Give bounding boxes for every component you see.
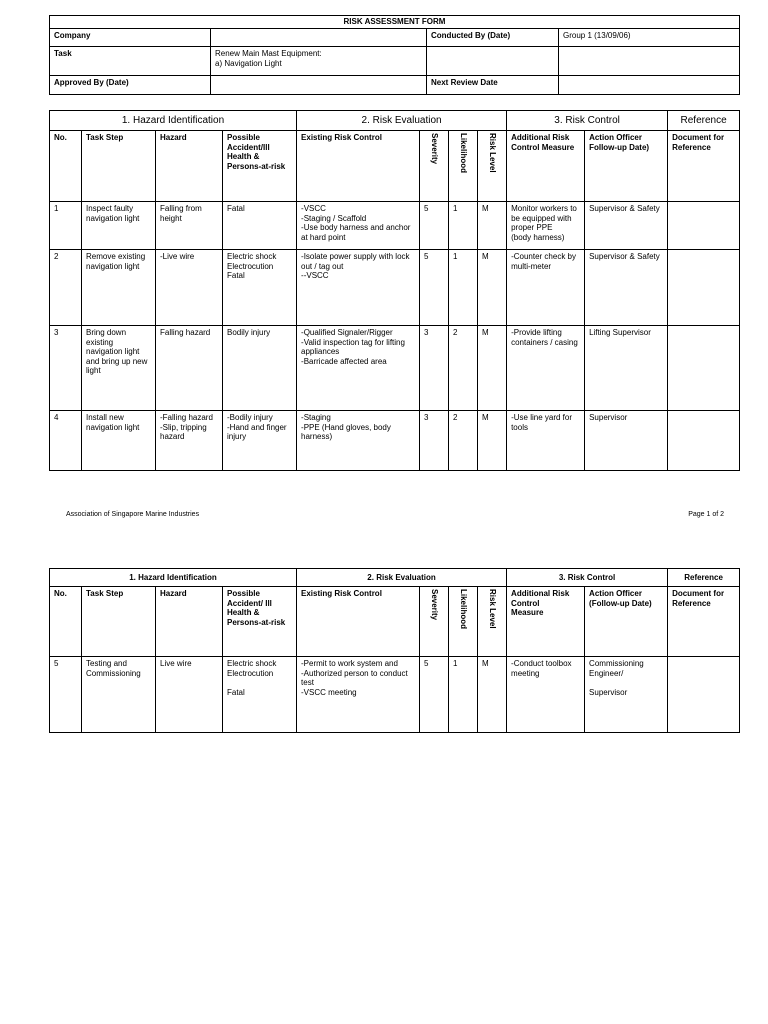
section-risk-control: 3. Risk Control (507, 111, 668, 131)
company-value (211, 29, 427, 47)
row-additional-control: -Conduct toolbox meeting (507, 657, 585, 733)
row-likelihood: 2 (449, 326, 478, 411)
row-hazard: Falling from height (156, 202, 223, 250)
section-hazard-identification: 1. Hazard Identification (50, 111, 297, 131)
row-severity: 5 (420, 250, 449, 326)
col-action-officer: Action Officer Follow-up Date) (585, 131, 668, 202)
likelihood-label: Likelihood (458, 589, 468, 629)
row-action-officer: Supervisor & Safety (585, 250, 668, 326)
approved-by-label: Approved By (Date) (50, 76, 211, 95)
approved-by-value (211, 76, 427, 95)
col-additional-risk-control: Additional Risk Control Measure (507, 587, 585, 657)
severity-label: Severity (429, 133, 439, 165)
row-document (668, 202, 740, 250)
row-action-officer: Commissioning Engineer/ Supervisor (585, 657, 668, 733)
table-row (50, 326, 740, 411)
task-label: Task (50, 47, 211, 76)
col-possible-accident: Possible Accident/Ill Health & Persons-at-risk (223, 131, 297, 202)
row-existing-control: -Qualified Signaler/Rigger -Valid inspection tag for lifting appliances -Barricade affected area (297, 326, 420, 411)
likelihood-label: Likelihood (458, 133, 468, 173)
row-likelihood: 2 (449, 411, 478, 471)
row-existing-control: -Isolate power supply with lock out / tag out --VSCC (297, 250, 420, 326)
row-accident: Bodily injury (223, 326, 297, 411)
row-additional-control: -Counter check by multi-meter (507, 250, 585, 326)
conducted-by-value: Group 1 (13/09/06) (559, 29, 740, 47)
col-no: No. (50, 131, 82, 202)
table-row (50, 250, 740, 326)
row-accident: Electric shock Electrocution Fatal (223, 250, 297, 326)
row-task-step: Inspect faulty navigation light (82, 202, 156, 250)
section-reference: Reference (668, 111, 740, 131)
row-document (668, 657, 740, 733)
section-risk-control: 3. Risk Control (507, 569, 668, 587)
row-severity: 3 (420, 411, 449, 471)
row-task-step: Testing and Commissioning (82, 657, 156, 733)
table-row (50, 657, 740, 733)
section-reference: Reference (668, 569, 740, 587)
col-action-officer: Action Officer (Follow-up Date) (585, 587, 668, 657)
risk-table-page-1 (49, 110, 740, 471)
section-risk-evaluation: 2. Risk Evaluation (297, 111, 507, 131)
form-header-table (49, 15, 740, 95)
col-likelihood (449, 587, 478, 657)
next-review-label: Next Review Date (427, 76, 559, 95)
row-task-step: Install new navigation light (82, 411, 156, 471)
col-no: No. (50, 587, 82, 657)
row-risk-level: M (478, 326, 507, 411)
row-likelihood: 1 (449, 250, 478, 326)
col-hazard: Hazard (156, 587, 223, 657)
risk-table-page-2 (49, 568, 740, 733)
next-review-value (559, 76, 740, 95)
row-hazard: -Live wire (156, 250, 223, 326)
risk-level-label: Risk Level (487, 133, 497, 173)
form-title: RISK ASSESSMENT FORM (50, 16, 740, 29)
row-additional-control: -Provide lifting containers / casing (507, 326, 585, 411)
row-hazard: Falling hazard (156, 326, 223, 411)
row-hazard: Live wire (156, 657, 223, 733)
severity-label: Severity (429, 589, 439, 621)
col-document-for-reference: Document for Reference (668, 131, 740, 202)
row-no: 5 (50, 657, 82, 733)
row-likelihood: 1 (449, 657, 478, 733)
table-row (50, 411, 740, 471)
row-document (668, 411, 740, 471)
row-risk-level: M (478, 250, 507, 326)
conducted-by-label: Conducted By (Date) (427, 29, 559, 47)
row-document (668, 250, 740, 326)
row-additional-control: Monitor workers to be equipped with proper PPE (body harness) (507, 202, 585, 250)
row-task-step: Remove existing navigation light (82, 250, 156, 326)
company-label: Company (50, 29, 211, 47)
row-no: 3 (50, 326, 82, 411)
col-existing-risk-control: Existing Risk Control (297, 131, 420, 202)
col-document-for-reference: Document for Reference (668, 587, 740, 657)
row-action-officer: Supervisor & Safety (585, 202, 668, 250)
row-likelihood: 1 (449, 202, 478, 250)
col-likelihood (449, 131, 478, 202)
row-severity: 5 (420, 202, 449, 250)
col-severity (420, 587, 449, 657)
risk-level-label: Risk Level (487, 589, 497, 629)
col-severity (420, 131, 449, 202)
row-action-officer: Supervisor (585, 411, 668, 471)
row-accident: Electric shock Electrocution Fatal (223, 657, 297, 733)
task-blank-1 (427, 47, 559, 76)
footer-page-number: Page 1 of 2 (688, 511, 724, 518)
footer-organization: Association of Singapore Marine Industries (66, 511, 200, 518)
row-document (668, 326, 740, 411)
col-additional-risk-control: Additional Risk Control Measure (507, 131, 585, 202)
row-existing-control: -Staging -PPE (Hand gloves, body harness) (297, 411, 420, 471)
row-accident: Fatal (223, 202, 297, 250)
row-severity: 3 (420, 326, 449, 411)
col-hazard: Hazard (156, 131, 223, 202)
col-risk-level (478, 131, 507, 202)
col-existing-risk-control: Existing Risk Control (297, 587, 420, 657)
row-hazard: -Falling hazard -Slip, tripping hazard (156, 411, 223, 471)
row-severity: 5 (420, 657, 449, 733)
col-task-step: Task Step (82, 131, 156, 202)
row-task-step: Bring down existing navigation light and bring up new light (82, 326, 156, 411)
col-possible-accident: Possible Accident/ Ill Health & Persons-at-risk (223, 587, 297, 657)
task-blank-2 (559, 47, 740, 76)
row-action-officer: Lifting Supervisor (585, 326, 668, 411)
task-value: Renew Main Mast Equipment: a) Navigation Light (211, 47, 427, 76)
row-no: 2 (50, 250, 82, 326)
section-risk-evaluation: 2. Risk Evaluation (297, 569, 507, 587)
col-risk-level (478, 587, 507, 657)
row-risk-level: M (478, 657, 507, 733)
row-accident: -Bodily injury -Hand and finger injury (223, 411, 297, 471)
row-additional-control: -Use line yard for tools (507, 411, 585, 471)
row-no: 4 (50, 411, 82, 471)
row-risk-level: M (478, 202, 507, 250)
col-task-step: Task Step (82, 587, 156, 657)
row-existing-control: -Permit to work system and -Authorized person to conduct test -VSCC meeting (297, 657, 420, 733)
row-no: 1 (50, 202, 82, 250)
row-risk-level: M (478, 411, 507, 471)
section-hazard-identification: 1. Hazard Identification (50, 569, 297, 587)
row-existing-control: -VSCC -Staging / Scaffold -Use body harness and anchor at hard point (297, 202, 420, 250)
table-row (50, 202, 740, 250)
